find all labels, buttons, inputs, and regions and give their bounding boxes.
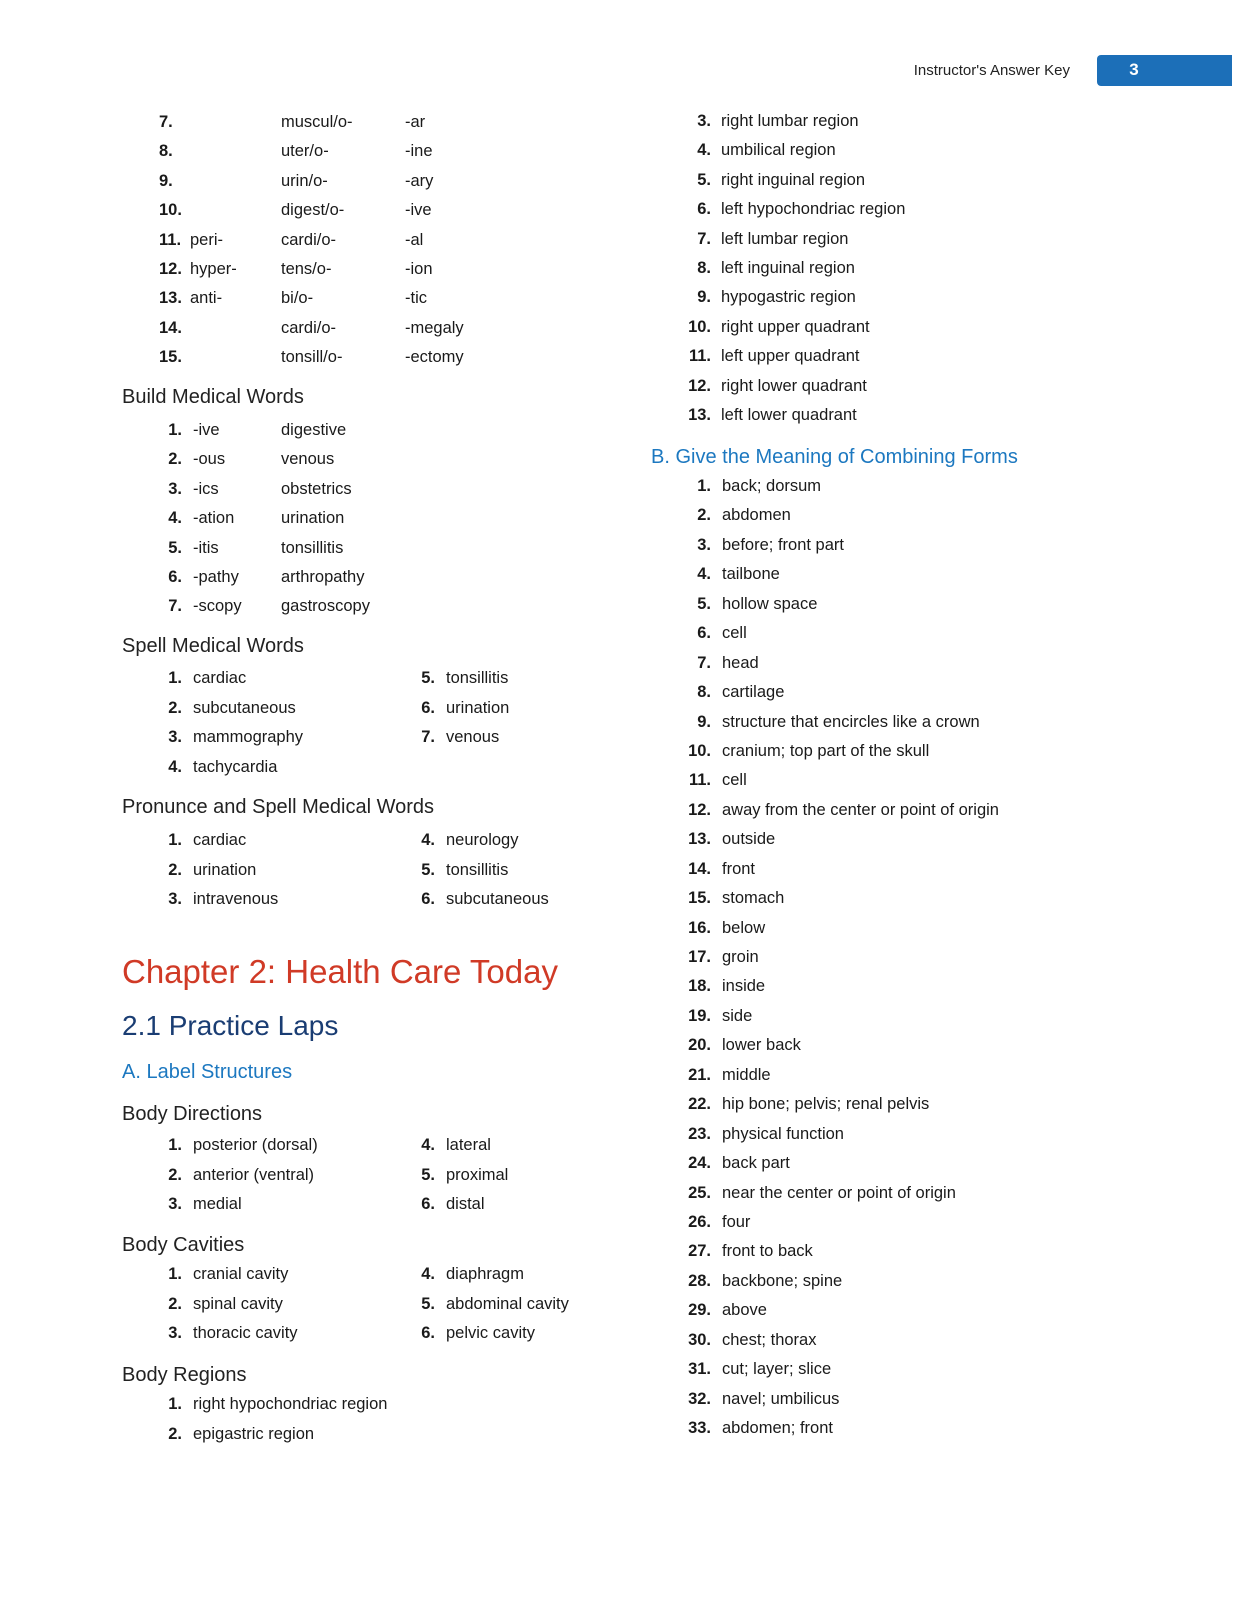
- answer-text: four: [722, 1213, 751, 1231]
- item-number: 13.: [688, 406, 711, 424]
- body-regions-heading: Body Regions: [122, 1364, 247, 1386]
- item-number: 31.: [688, 1360, 711, 1379]
- answer-text: left upper quadrant: [721, 347, 860, 366]
- item-number: 18.: [688, 977, 711, 996]
- list-item: [0, 1095, 1259, 1119]
- suffix-text: -ics: [193, 479, 219, 498]
- item-number: 6.: [421, 1324, 435, 1342]
- page-number-tab: [1097, 55, 1232, 86]
- suffix-text: -itis: [193, 538, 219, 557]
- root-cell: tens/o-: [281, 260, 332, 278]
- item-number: 25.: [688, 1183, 711, 1202]
- item-number: 1.: [168, 1136, 182, 1154]
- answer-text: cardiac: [193, 669, 247, 687]
- word-text: urination: [281, 509, 345, 528]
- item-number: 11.: [688, 771, 711, 790]
- answer-text: below: [722, 918, 766, 937]
- answer-text: mammography: [193, 728, 304, 746]
- item-number: 32.: [688, 1389, 711, 1408]
- label-structures-heading: A. Label Structures: [122, 1061, 293, 1083]
- item-number: 3.: [168, 1195, 182, 1213]
- answer-text: back part: [722, 1154, 790, 1173]
- item-number: 5.: [421, 669, 435, 687]
- list-item: [0, 450, 1259, 474]
- word-text: obstetrics: [281, 479, 352, 498]
- answer-text: above: [722, 1301, 767, 1320]
- answer-text: right upper quadrant: [721, 317, 870, 336]
- answer-text: umbilical region: [721, 141, 836, 160]
- item-number: 12.: [688, 376, 711, 395]
- root-cell: muscul/o-: [281, 113, 353, 131]
- suffix-text: -ous: [193, 450, 226, 469]
- item-number: 5.: [421, 860, 435, 879]
- list-item: [0, 1272, 1259, 1296]
- list-item: [0, 200, 1259, 224]
- list-item: [0, 771, 1259, 795]
- list-item: [0, 948, 1259, 972]
- answer-text: pelvic cavity: [446, 1324, 535, 1342]
- list-item: [0, 230, 1259, 254]
- list-item: [0, 1419, 1259, 1443]
- item-number: 1.: [168, 669, 182, 687]
- answer-text: away from the center or point of origin: [722, 800, 999, 819]
- suffix-cell: -ive: [405, 201, 432, 220]
- list-item: [0, 654, 1259, 678]
- answer-text: cut; layer; slice: [722, 1360, 832, 1379]
- item-number: 13.: [159, 289, 182, 308]
- list-item: [0, 860, 1259, 884]
- list-item: [0, 1184, 1259, 1208]
- item-number: 1.: [168, 1265, 182, 1283]
- answer-text: epigastric region: [193, 1424, 315, 1443]
- answer-text: lower back: [722, 1036, 801, 1055]
- answer-text: hollow space: [722, 594, 818, 613]
- word-text: digestive: [281, 421, 347, 439]
- item-number: 20.: [688, 1036, 711, 1055]
- item-number: 15.: [159, 348, 182, 367]
- answer-text: physical function: [722, 1124, 844, 1143]
- suffix-cell: -ectomy: [405, 348, 464, 367]
- answer-text: navel; umbilicus: [722, 1389, 840, 1408]
- answer-text: cranium; top part of the skull: [722, 741, 930, 760]
- item-number: 4.: [168, 757, 182, 776]
- item-number: 3.: [697, 112, 711, 130]
- item-number: 11.: [688, 347, 711, 366]
- list-item: [0, 889, 1259, 913]
- item-number: 5.: [697, 170, 711, 189]
- item-number: 22.: [688, 1095, 711, 1114]
- answer-text: structure that encircles like a crown: [722, 712, 980, 731]
- item-number: 5.: [421, 1294, 435, 1313]
- list-item: [0, 536, 1259, 560]
- answer-text: groin: [722, 948, 759, 967]
- combining-forms-heading: B. Give the Meaning of Combining Forms: [651, 446, 1018, 468]
- list-item: [0, 112, 1259, 136]
- answer-text: urination: [446, 698, 510, 717]
- answer-text: spinal cavity: [193, 1294, 283, 1313]
- answer-text: intravenous: [193, 890, 279, 908]
- answer-text: left lower quadrant: [721, 406, 857, 424]
- answer-text: cell: [722, 771, 747, 790]
- list-item: [0, 406, 1259, 430]
- answer-text: left lumbar region: [721, 229, 849, 248]
- item-number: 10.: [688, 317, 711, 336]
- suffix-cell: -ion: [405, 260, 433, 278]
- item-number: 3.: [168, 479, 182, 498]
- item-number: 7.: [697, 229, 711, 248]
- word-text: gastroscopy: [281, 597, 370, 616]
- list-item: [0, 1390, 1259, 1414]
- item-number: 29.: [688, 1301, 711, 1320]
- answer-text: abdominal cavity: [446, 1294, 569, 1313]
- item-number: 2.: [168, 1165, 182, 1184]
- answer-text: right lower quadrant: [721, 376, 867, 395]
- answer-text: subcutaneous: [193, 698, 296, 717]
- list-item: [0, 1036, 1259, 1060]
- list-item: [0, 347, 1259, 371]
- answer-text: cardiac: [193, 831, 247, 849]
- answer-text: right hypochondriac region: [193, 1395, 388, 1413]
- item-number: 4.: [421, 1136, 435, 1154]
- item-number: 5.: [168, 538, 182, 557]
- answer-text: medial: [193, 1195, 242, 1213]
- item-number: 12.: [159, 260, 182, 278]
- list-item: [0, 595, 1259, 619]
- suffix-text: -ation: [193, 509, 235, 528]
- item-number: 8.: [697, 259, 711, 277]
- item-number: 26.: [688, 1213, 711, 1231]
- root-cell: uter/o-: [281, 142, 329, 161]
- item-number: 27.: [688, 1242, 711, 1261]
- list-item: [0, 477, 1259, 501]
- answer-text: right inguinal region: [721, 170, 866, 189]
- item-number: 3.: [168, 1324, 182, 1342]
- suffix-cell: -tic: [405, 289, 427, 308]
- list-item: [0, 977, 1259, 1001]
- answer-text: proximal: [446, 1165, 509, 1184]
- chapter-title: Chapter 2: Health Care Today: [122, 953, 558, 990]
- item-number: 1.: [168, 421, 182, 439]
- build-medical-words-heading: Build Medical Words: [122, 386, 304, 408]
- list-item: [0, 1242, 1259, 1266]
- list-item: [0, 1154, 1259, 1178]
- answer-text: inside: [722, 977, 766, 996]
- root-cell: digest/o-: [281, 201, 345, 220]
- answer-text: cell: [722, 624, 747, 643]
- prefix-cell: hyper-: [190, 260, 237, 278]
- item-number: 7.: [421, 728, 435, 746]
- answer-text: stomach: [722, 889, 785, 908]
- item-number: 12.: [688, 800, 711, 819]
- answer-text: left hypochondriac region: [721, 200, 906, 219]
- item-number: 3.: [168, 890, 182, 908]
- root-cell: cardi/o-: [281, 318, 337, 337]
- list-item: [0, 506, 1259, 530]
- answer-text: front to back: [722, 1242, 813, 1261]
- running-header: Instructor's Answer Key: [913, 62, 1070, 79]
- answer-text: outside: [722, 830, 776, 849]
- answer-text: left inguinal region: [721, 259, 855, 277]
- list-item: [0, 1066, 1259, 1090]
- list-item: [0, 919, 1259, 943]
- item-number: 6.: [168, 568, 182, 586]
- list-item: [0, 318, 1259, 342]
- item-number: 28.: [688, 1271, 711, 1290]
- item-number: 2.: [168, 1424, 182, 1443]
- word-text: venous: [281, 450, 335, 469]
- item-number: 6.: [697, 200, 711, 219]
- item-number: 6.: [421, 698, 435, 717]
- item-number: 7.: [159, 113, 173, 131]
- item-number: 6.: [421, 1195, 435, 1213]
- item-number: 13.: [688, 830, 711, 849]
- item-number: 33.: [688, 1419, 711, 1438]
- answer-text: right lumbar region: [721, 112, 859, 130]
- answer-text: front: [722, 859, 756, 878]
- item-number: 5.: [421, 1165, 435, 1184]
- item-number: 7.: [697, 653, 711, 672]
- suffix-cell: -al: [405, 230, 424, 249]
- suffix-cell: -ine: [405, 142, 433, 161]
- item-number: 9.: [697, 288, 711, 307]
- answer-text: tonsillitis: [446, 860, 509, 879]
- item-number: 2.: [168, 698, 182, 717]
- spell-medical-words-heading: Spell Medical Words: [122, 635, 304, 657]
- list-item: [0, 259, 1259, 283]
- item-number: 2.: [168, 860, 182, 879]
- list-item: [0, 171, 1259, 195]
- item-number: 17.: [688, 948, 711, 967]
- suffix-cell: -ary: [405, 171, 434, 190]
- item-number: 14.: [688, 859, 711, 878]
- answer-text: lateral: [446, 1136, 491, 1154]
- item-number: 8.: [159, 142, 173, 161]
- item-number: 6.: [697, 624, 711, 643]
- item-number: 10.: [159, 201, 182, 220]
- list-item: [0, 288, 1259, 312]
- item-number: 24.: [688, 1154, 711, 1173]
- item-number: 4.: [421, 831, 435, 849]
- answer-text: abdomen: [722, 506, 791, 525]
- list-item: [0, 377, 1259, 401]
- body-cavities-heading: Body Cavities: [122, 1234, 245, 1256]
- suffix-text: -ive: [193, 421, 220, 439]
- item-number: 8.: [697, 683, 711, 702]
- prefix-cell: peri-: [190, 230, 224, 249]
- item-number: 11.: [159, 230, 182, 249]
- suffix-cell: -megaly: [405, 318, 464, 337]
- item-number: 2.: [168, 1294, 182, 1313]
- answer-text: head: [722, 653, 759, 672]
- list-item: [0, 141, 1259, 165]
- item-number: 4.: [697, 141, 711, 160]
- list-item: [0, 742, 1259, 766]
- answer-text: near the center or point of origin: [722, 1183, 956, 1202]
- item-number: 3.: [168, 728, 182, 746]
- item-number: 9.: [697, 712, 711, 731]
- answer-text: tailbone: [722, 565, 780, 584]
- answer-text: cranial cavity: [193, 1265, 289, 1283]
- item-number: 16.: [688, 918, 711, 937]
- page-number: 3: [1129, 60, 1139, 79]
- item-number: 19.: [688, 1006, 711, 1025]
- list-item: [0, 713, 1259, 737]
- list-item: [0, 565, 1259, 589]
- answer-text: before; front part: [722, 535, 844, 554]
- item-number: 3.: [697, 535, 711, 554]
- item-number: 2.: [697, 506, 711, 525]
- answer-text: hypogastric region: [721, 288, 856, 307]
- answer-text: cartilage: [722, 683, 785, 702]
- item-number: 23.: [688, 1124, 711, 1143]
- list-item: [0, 1125, 1259, 1149]
- answer-text: backbone; spine: [722, 1271, 843, 1290]
- item-number: 9.: [159, 171, 173, 190]
- answer-text: middle: [722, 1065, 771, 1084]
- list-item: [0, 624, 1259, 648]
- answer-text: posterior (dorsal): [193, 1136, 318, 1154]
- answer-text: anterior (ventral): [193, 1165, 315, 1184]
- root-cell: bi/o-: [281, 289, 314, 308]
- answer-text: subcutaneous: [446, 890, 549, 908]
- answer-text: neurology: [446, 831, 519, 849]
- item-number: 4.: [697, 565, 711, 584]
- item-number: 15.: [688, 889, 711, 908]
- root-cell: cardi/o-: [281, 230, 337, 249]
- answer-text: chest; thorax: [722, 1330, 817, 1349]
- item-number: 4.: [168, 509, 182, 528]
- list-item: [0, 1360, 1259, 1384]
- prefix-cell: anti-: [190, 289, 223, 308]
- list-item: [0, 1301, 1259, 1325]
- word-text: tonsillitis: [281, 538, 344, 557]
- item-number: 4.: [421, 1265, 435, 1283]
- suffix-text: -pathy: [193, 568, 239, 586]
- item-number: 6.: [421, 890, 435, 908]
- list-item: [0, 683, 1259, 707]
- answer-text: distal: [446, 1195, 485, 1213]
- suffix-cell: -ar: [405, 113, 426, 131]
- answer-text: venous: [446, 728, 500, 746]
- section-title: 2.1 Practice Laps: [122, 1010, 339, 1041]
- answer-text: urination: [193, 860, 257, 879]
- list-item: [0, 830, 1259, 854]
- item-number: 5.: [697, 594, 711, 613]
- answer-text: side: [722, 1006, 753, 1025]
- item-number: 1.: [168, 1395, 182, 1413]
- answer-text: hip bone; pelvis; renal pelvis: [722, 1095, 930, 1114]
- word-text: arthropathy: [281, 568, 365, 586]
- list-item: [0, 1007, 1259, 1031]
- item-number: 21.: [688, 1065, 711, 1084]
- root-cell: tonsill/o-: [281, 348, 343, 367]
- answer-text: back; dorsum: [722, 477, 822, 495]
- list-item: [0, 1213, 1259, 1237]
- item-number: 14.: [159, 318, 182, 337]
- item-number: 1.: [168, 831, 182, 849]
- answer-text: tachycardia: [193, 757, 278, 776]
- body-directions-heading: Body Directions: [122, 1103, 263, 1125]
- item-number: 2.: [168, 450, 182, 469]
- pronounce-spell-heading: Pronunce and Spell Medical Words: [122, 796, 435, 818]
- item-number: 7.: [168, 597, 182, 616]
- item-number: 1.: [697, 477, 711, 495]
- answer-text: abdomen; front: [722, 1419, 833, 1438]
- root-cell: urin/o-: [281, 171, 328, 190]
- answer-text: tonsillitis: [446, 669, 509, 687]
- list-item: [0, 1331, 1259, 1355]
- answer-text: thoracic cavity: [193, 1324, 298, 1342]
- item-number: 10.: [688, 741, 711, 760]
- answer-text: diaphragm: [446, 1265, 524, 1283]
- item-number: 30.: [688, 1330, 711, 1349]
- suffix-text: -scopy: [193, 597, 242, 616]
- list-item: [0, 801, 1259, 825]
